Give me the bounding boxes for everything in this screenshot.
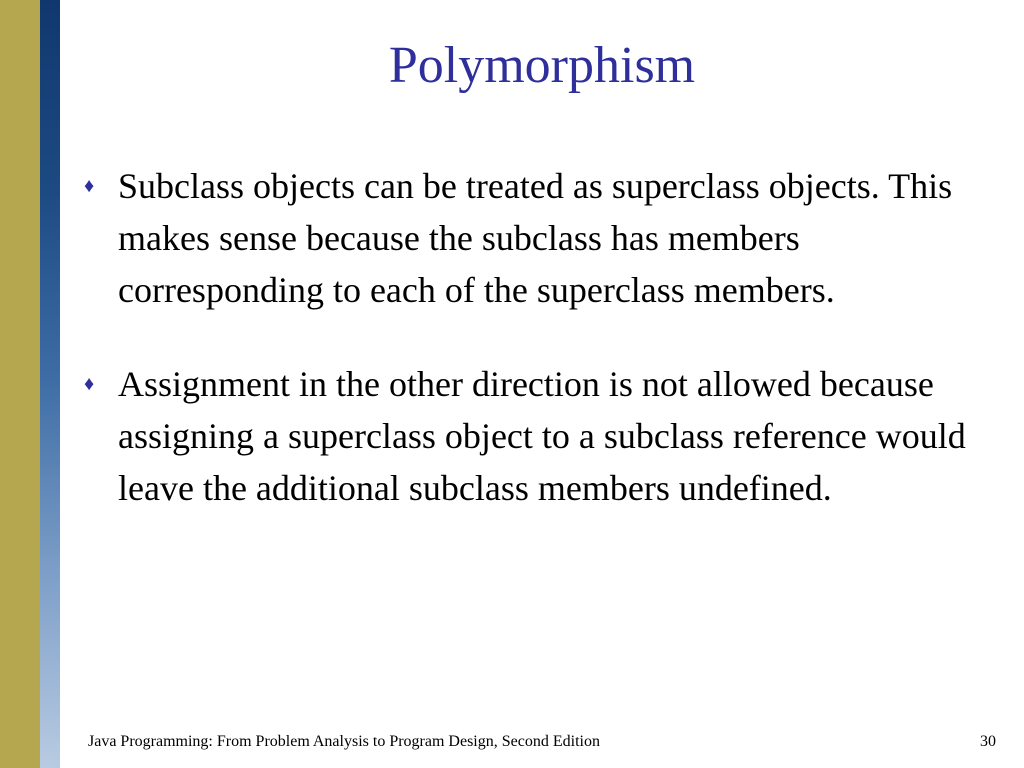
- diamond-bullet-icon: ♦: [84, 175, 95, 197]
- bullet-text: Subclass objects can be treated as superclass objects. This makes sense because the subclass has members corresponding to each of the superclass members.: [118, 166, 953, 310]
- left-blue-gradient-stripe: [40, 0, 60, 768]
- footer-source: Java Programming: From Problem Analysis to Program Design, Second Edition: [88, 733, 600, 750]
- page-number: 30: [980, 733, 996, 750]
- left-gold-stripe: [0, 0, 40, 768]
- diamond-bullet-icon: ♦: [84, 373, 95, 395]
- list-item: [84, 160, 994, 316]
- slide-title: Polymorphism: [388, 37, 696, 94]
- bullet-list: [84, 160, 994, 556]
- list-item: [84, 358, 994, 514]
- bullet-text: Assignment in the other direction is not allowed because assigning a superclass object to a subclass reference would leave the additional subclass members undefined.: [118, 364, 966, 508]
